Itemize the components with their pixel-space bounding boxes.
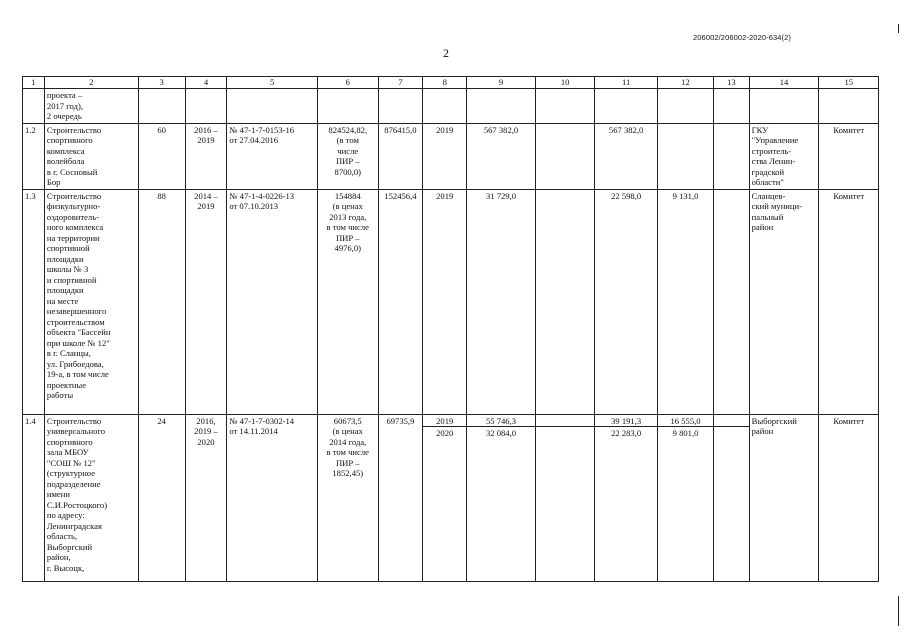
- table-row: [23, 123, 879, 189]
- text-line: градской: [751, 166, 785, 177]
- text-line: строитель-: [751, 145, 792, 156]
- text-line: "Управление: [751, 135, 799, 145]
- year-value: 55 746,3: [485, 415, 517, 426]
- cell-col10: [535, 414, 594, 581]
- table-row: [23, 414, 879, 581]
- page-number: 2: [443, 46, 449, 60]
- year-value: [716, 125, 746, 135]
- text-line: ПИР –: [335, 156, 360, 166]
- text-line: С.И.Ростоцкого): [46, 499, 108, 510]
- cell-num: 1.4: [23, 414, 45, 581]
- text-line: 2 очередь: [46, 111, 82, 121]
- text-line: Выборгский: [46, 541, 93, 552]
- text-line: числе: [337, 145, 359, 156]
- text-line: 8700,0): [334, 166, 362, 177]
- cell-customer: [749, 189, 819, 414]
- cell-customer: [749, 414, 819, 581]
- cell: [714, 89, 749, 124]
- cell-object-name: [44, 189, 138, 414]
- cell-year: [423, 414, 467, 581]
- text-line: комплекса: [46, 145, 85, 156]
- cell: [378, 89, 423, 124]
- cell: [318, 89, 378, 124]
- header-cell: 7: [378, 77, 423, 89]
- year-value: [538, 416, 592, 426]
- header-cell: 13: [714, 77, 749, 89]
- header-cell: 2: [44, 77, 138, 89]
- text-line: области": [751, 177, 784, 187]
- text-line: Бор: [46, 177, 61, 187]
- year-value: 2019: [436, 124, 454, 135]
- text-line: № 47-1-7-0153-16: [229, 124, 295, 135]
- cell-col9: [467, 123, 536, 189]
- cell-col15: Комитет: [819, 189, 879, 414]
- text-line: 2019: [197, 201, 215, 211]
- text-line: строительством: [46, 316, 105, 327]
- cell-period: [185, 414, 227, 581]
- text-line: район,: [46, 552, 71, 562]
- year-value: 567 382,0: [483, 124, 519, 135]
- cell-num: [23, 89, 45, 124]
- text-line: от 27.04.2016: [229, 135, 279, 145]
- cell-num: 1.2: [23, 123, 45, 189]
- document-id: 206002/206002-2020-634(2): [693, 33, 791, 42]
- cell-expertise: [227, 414, 318, 581]
- cell-year: [423, 123, 467, 189]
- text-line: № 47-1-4-0226-13: [229, 190, 295, 201]
- text-line: 2020: [197, 436, 215, 447]
- cell-object-name: [44, 414, 138, 581]
- year-value: [538, 125, 592, 135]
- text-line: 2017 год),: [46, 100, 83, 111]
- year-value: 9 801,0: [658, 426, 713, 439]
- cell-col11: [595, 189, 658, 414]
- year-value: 567 382,0: [608, 124, 644, 135]
- text-line: на территории: [46, 232, 100, 243]
- text-line: имени: [46, 489, 70, 499]
- cell-col10: [535, 123, 594, 189]
- year-value: 22 598,0: [611, 190, 642, 201]
- year-value: [536, 426, 594, 438]
- scan-edge-mark: [898, 24, 899, 33]
- text-line: Выборгский: [751, 415, 797, 426]
- header-row: [23, 77, 879, 89]
- text-line: (в том: [336, 135, 359, 145]
- scan-edge-mark: [898, 596, 899, 626]
- year-value: 9 131,0: [672, 190, 699, 201]
- year-value: [538, 191, 592, 201]
- text-line: спортивного: [46, 436, 93, 447]
- cell-col15: Комитет: [819, 414, 879, 581]
- text-line: (в ценах: [332, 426, 363, 436]
- text-line: 2019 –: [194, 426, 218, 436]
- header-cell: 3: [138, 77, 185, 89]
- cell: [595, 89, 658, 124]
- text-line: в г. Сосновый: [46, 166, 98, 177]
- year-value: [716, 191, 746, 201]
- continuation-row: [23, 89, 879, 124]
- text-line: спортивного: [46, 135, 93, 145]
- text-line: в г. Сланцы,: [46, 348, 91, 358]
- cell-col13: [714, 123, 749, 189]
- year-value: 16 555,0: [670, 415, 701, 426]
- cell-object-name: [44, 89, 138, 124]
- cell-period: [185, 123, 227, 189]
- cell-col7: 69735,9: [378, 414, 423, 581]
- text-line: Строительство: [46, 415, 102, 426]
- text-line: (в ценах: [332, 201, 363, 211]
- text-line: 2014 –: [194, 190, 218, 201]
- text-line: г. Высоцк,: [46, 562, 85, 573]
- cell-expertise: [227, 123, 318, 189]
- cell-col13: [714, 189, 749, 414]
- table-row: [23, 189, 879, 414]
- text-line: ПИР –: [335, 232, 360, 243]
- text-line: 2014 года,: [329, 436, 367, 447]
- header-cell: 1: [23, 77, 45, 89]
- text-line: проекта –: [46, 90, 83, 100]
- year-value: 32 084,0: [467, 426, 535, 439]
- text-line: волейбола: [46, 156, 85, 166]
- year-value: [660, 125, 711, 135]
- text-line: в том числе: [326, 222, 369, 232]
- text-line: ПИР –: [335, 457, 360, 468]
- text-line: спортивной: [46, 243, 90, 253]
- text-line: от 14.11.2014: [229, 426, 278, 436]
- cell-capacity: 88: [138, 189, 185, 414]
- header-cell: 10: [535, 77, 594, 89]
- cell: [467, 89, 536, 124]
- text-line: 2016 –: [194, 124, 218, 135]
- text-line: область,: [46, 531, 78, 541]
- text-line: от 07.10.2013: [229, 201, 279, 211]
- cell-col7: 876415,0: [378, 123, 423, 189]
- cell-expertise: [227, 189, 318, 414]
- text-line: 2013 года,: [329, 211, 367, 222]
- text-line: незавершенного: [46, 306, 107, 316]
- header-cell: 11: [595, 77, 658, 89]
- text-line: 2019: [197, 135, 215, 145]
- cell-object-name: [44, 123, 138, 189]
- year-value: 31 729,0: [485, 190, 517, 201]
- header-cell: 8: [423, 77, 467, 89]
- text-line: район: [751, 426, 774, 436]
- text-line: Сланцев-: [751, 190, 786, 201]
- text-line: площадки: [46, 253, 84, 264]
- cell-cost: [318, 414, 378, 581]
- cell-col9: [467, 189, 536, 414]
- cell-capacity: 24: [138, 414, 185, 581]
- cell-col12: [657, 123, 713, 189]
- text-line: ного комплекса: [46, 222, 104, 232]
- text-line: Строительство: [46, 124, 102, 135]
- text-line: Строительство: [46, 190, 102, 201]
- year-value: 39 191,3: [611, 415, 642, 426]
- header-cell: 12: [657, 77, 713, 89]
- text-line: пальный: [751, 211, 784, 222]
- cell-col12: [657, 414, 713, 581]
- header-cell: 4: [185, 77, 227, 89]
- cell: [535, 89, 594, 124]
- text-line: Ленинградская: [46, 520, 102, 531]
- cell: [138, 89, 185, 124]
- text-line: ГКУ: [751, 124, 769, 135]
- cell: [749, 89, 819, 124]
- text-line: оздоровитель-: [46, 211, 99, 222]
- cell-period: [185, 189, 227, 414]
- text-line: объекта "Бассейн: [46, 327, 111, 337]
- text-line: (структурное: [46, 468, 96, 478]
- text-line: № 47-1-7-0302-14: [229, 415, 295, 426]
- year-value: 2019: [436, 415, 454, 426]
- cell: [657, 89, 713, 124]
- cell: [423, 89, 467, 124]
- text-line: ский муници-: [751, 201, 802, 211]
- text-line: при школе № 12": [46, 337, 110, 348]
- cell-customer: [749, 123, 819, 189]
- header-cell: 14: [749, 77, 819, 89]
- header-cell: 9: [467, 77, 536, 89]
- text-line: проектные: [46, 379, 87, 390]
- cell-year: [423, 189, 467, 414]
- text-line: работы: [46, 390, 74, 400]
- cell-col13: [714, 414, 749, 581]
- year-value: 22 283,0: [595, 426, 657, 439]
- text-line: зала МБОУ: [46, 447, 89, 457]
- text-line: 824524,82,: [328, 124, 368, 135]
- text-line: школы № 3: [46, 264, 89, 274]
- cell-col7: 152456,4: [378, 189, 423, 414]
- text-line: 60673,5: [333, 415, 362, 426]
- cell-col11: [595, 123, 658, 189]
- text-line: ул. Грибоедова,: [46, 358, 104, 369]
- cell-capacity: 60: [138, 123, 185, 189]
- text-line: район: [751, 222, 774, 232]
- cell-col10: [535, 189, 594, 414]
- text-line: в том числе: [326, 447, 369, 457]
- year-value: [716, 416, 746, 426]
- header-cell: 5: [227, 77, 318, 89]
- text-line: 2016,: [196, 415, 216, 426]
- cell-col9: [467, 414, 536, 581]
- text-line: по адресу:: [46, 510, 85, 520]
- cell-col15: Комитет: [819, 123, 879, 189]
- header-cell: 15: [819, 77, 879, 89]
- text-line: 154884: [334, 190, 361, 201]
- year-value: 2019: [436, 190, 454, 201]
- text-line: 1852,45): [332, 468, 364, 478]
- cell-col12: [657, 189, 713, 414]
- table-body: [23, 77, 879, 582]
- cell: [227, 89, 318, 124]
- year-value: 2020: [423, 426, 466, 439]
- program-table: [22, 76, 879, 582]
- header-cell: 6: [318, 77, 378, 89]
- text-line: "СОШ № 12": [46, 457, 96, 468]
- year-value: [714, 426, 748, 438]
- text-line: на месте: [46, 295, 79, 306]
- cell-cost: [318, 123, 378, 189]
- cell: [819, 89, 879, 124]
- text-line: 19-а, в том числе: [46, 369, 109, 379]
- text-line: физкультурно-: [46, 201, 101, 211]
- text-line: 4976,0): [334, 243, 362, 253]
- cell: [185, 89, 227, 124]
- text-line: универсального: [46, 426, 106, 436]
- cell-cost: [318, 189, 378, 414]
- text-line: и спортивной: [46, 274, 97, 285]
- text-line: площадки: [46, 285, 84, 295]
- cell-num: 1.3: [23, 189, 45, 414]
- cell-col11: [595, 414, 658, 581]
- text-line: подразделение: [46, 478, 101, 489]
- text-line: ства Ленин-: [751, 156, 796, 166]
